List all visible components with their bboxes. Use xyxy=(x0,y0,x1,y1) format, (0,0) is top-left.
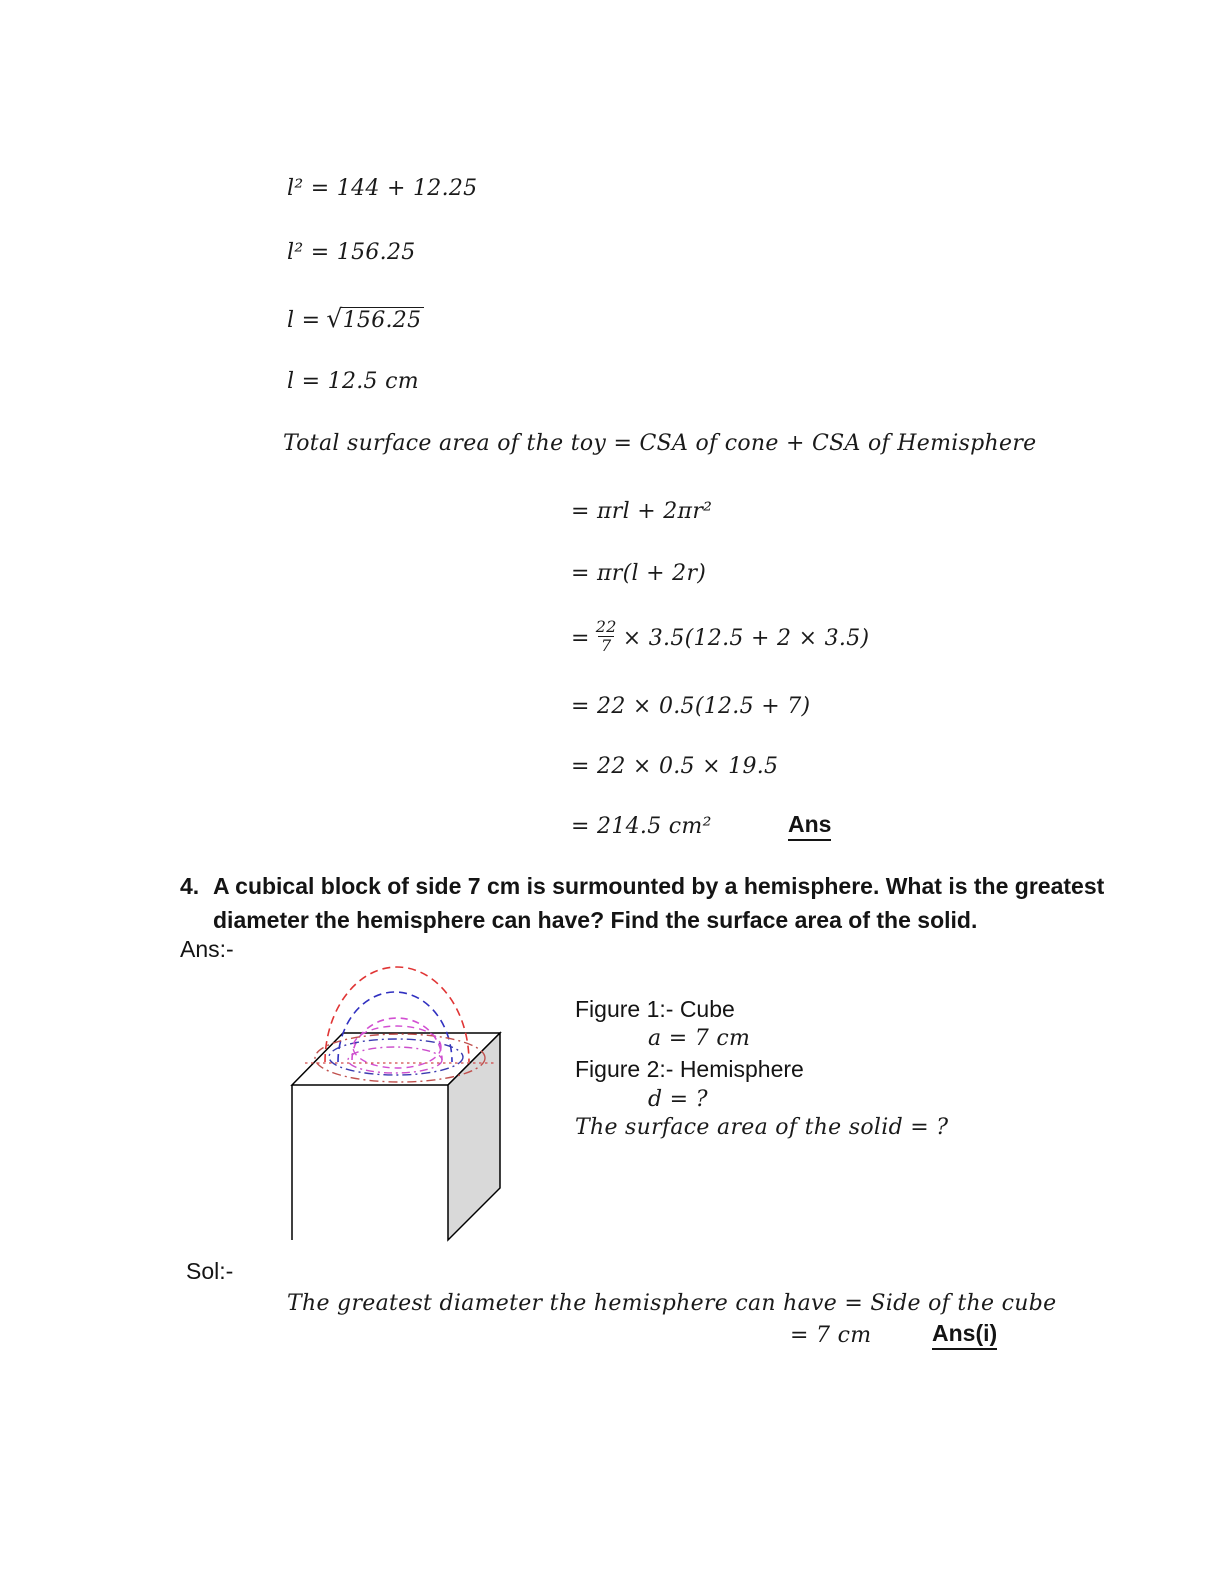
step-3-rest: × 3.5(12.5 + 2 × 3.5) xyxy=(622,626,870,652)
tsa-statement: Total surface area of the toy = CSA of cone + CSA of Hemisphere xyxy=(283,431,1037,456)
greatest-diameter-statement: The greatest diameter the hemisphere can have = Side of the cube xyxy=(287,1291,1057,1316)
tsa-step-3 xyxy=(571,617,870,657)
hemisphere-large-arc xyxy=(325,967,469,1062)
sqrt-lhs: l = xyxy=(287,308,321,333)
tsa-result: = 214.5 cm² xyxy=(571,814,712,839)
equals-sign: = xyxy=(571,626,590,652)
sol-label: Sol:- xyxy=(186,1258,234,1284)
fraction-numerator: 22 xyxy=(595,617,617,636)
figure-2-equation: d = ? xyxy=(648,1087,708,1112)
figure-1-label: Figure 1:- Cube xyxy=(575,996,735,1022)
surface-area-question: The surface area of the solid = ? xyxy=(575,1115,949,1140)
hemisphere-medium-arc xyxy=(338,992,452,1062)
figure-2-label: Figure 2:- Hemisphere xyxy=(575,1056,804,1082)
equation-l-squared-sum: l² = 144 + 12.25 xyxy=(287,176,478,201)
tsa-step-4: = 22 × 0.5(12.5 + 7) xyxy=(571,694,811,719)
equation-l-squared-value: l² = 156.25 xyxy=(287,240,416,265)
ans-label: Ans:- xyxy=(180,936,234,962)
question-number: 4. xyxy=(180,873,200,899)
equation-l-value: l = 12.5 cm xyxy=(287,369,419,394)
tsa-step-1: = πrl + 2πr² xyxy=(571,499,713,524)
answer-i-label: Ans(i) xyxy=(932,1320,997,1350)
diameter-value: = 7 cm xyxy=(790,1323,872,1348)
figure-1-equation: a = 7 cm xyxy=(648,1026,751,1051)
base-ellipse-large xyxy=(315,1034,485,1082)
fraction-denominator: 7 xyxy=(598,636,614,655)
base-ellipse-medium xyxy=(329,1039,463,1075)
fraction-22-7 xyxy=(596,618,617,654)
cube-hemisphere-figure xyxy=(270,950,510,1245)
question-line-2: diameter the hemisphere can have? Find the surface area of the solid. xyxy=(213,907,978,933)
radicand: 156.25 xyxy=(341,307,425,333)
question-line-1: A cubical block of side 7 cm is surmounted by a hemisphere. What is the greatest xyxy=(213,873,1105,899)
equation-l-sqrt xyxy=(287,304,424,333)
radical-sign: √ xyxy=(326,304,343,333)
cube-right-face xyxy=(448,1033,500,1240)
answer-label: Ans xyxy=(788,811,831,841)
tsa-step-5: = 22 × 0.5 × 19.5 xyxy=(571,754,779,779)
tsa-step-2: = πr(l + 2r) xyxy=(571,561,707,586)
